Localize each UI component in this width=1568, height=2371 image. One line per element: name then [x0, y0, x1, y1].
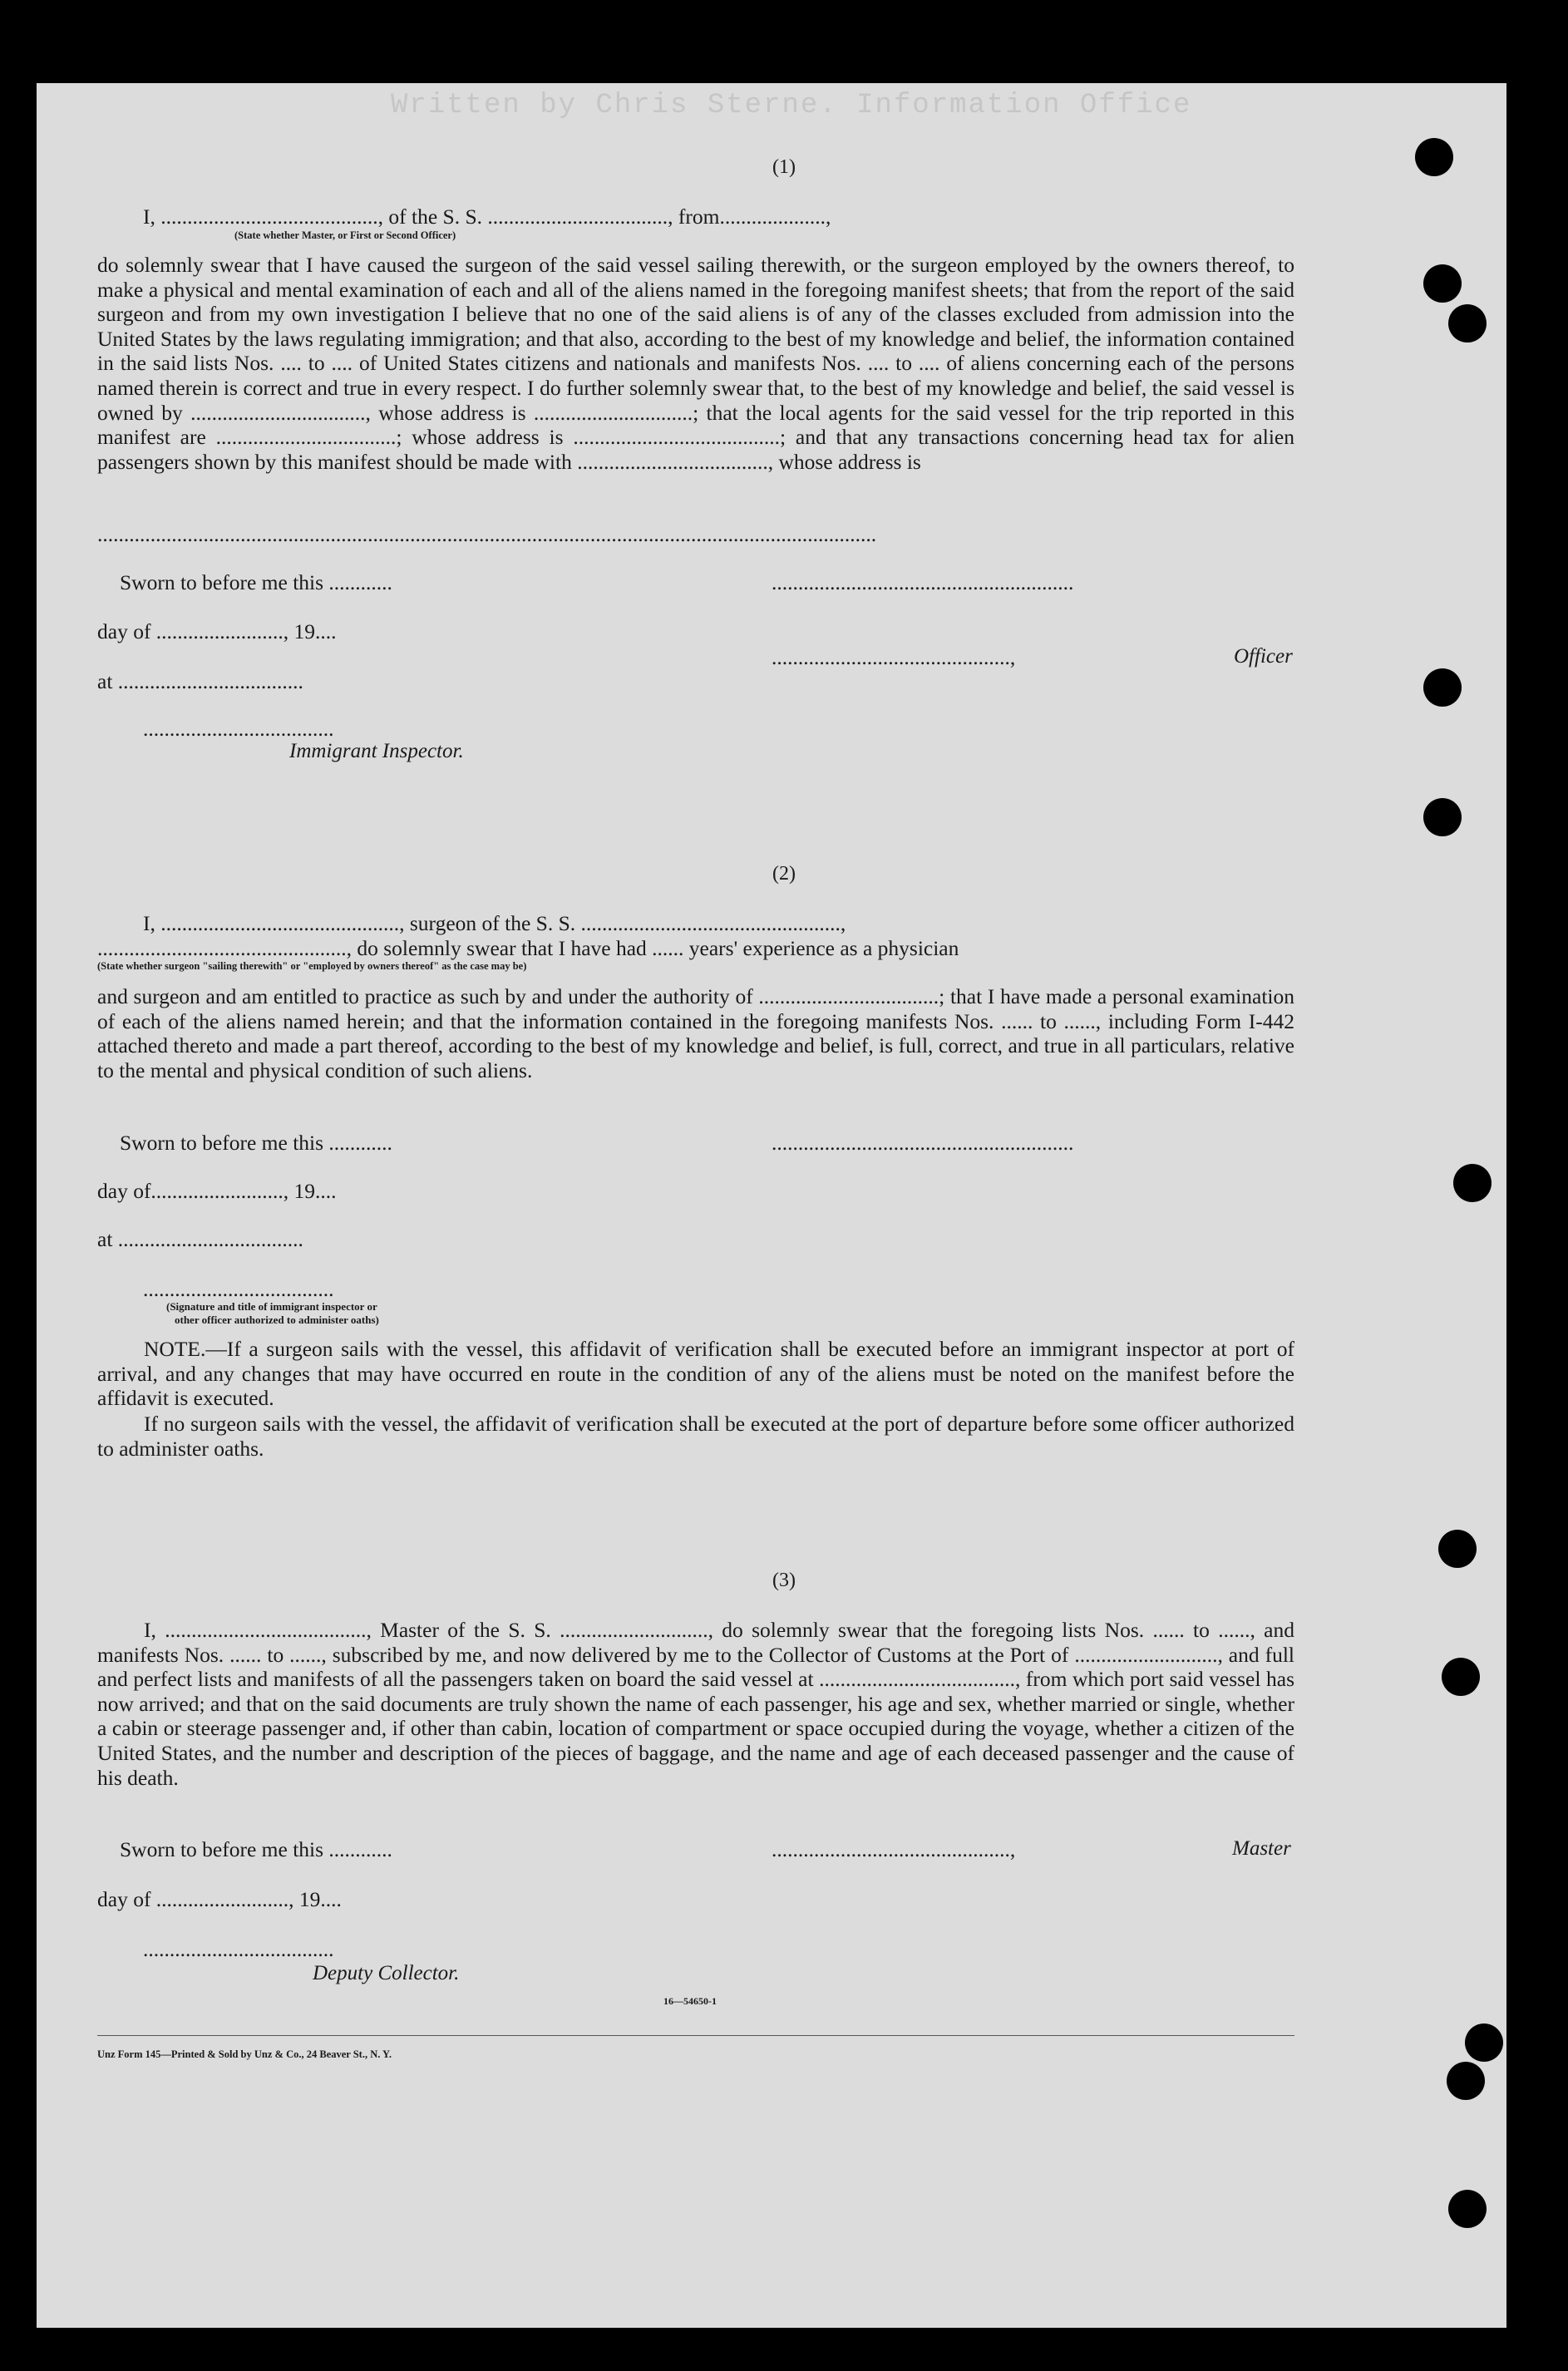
section-2-note-1: NOTE.—If a surgeon sails with the vessel, this affidavit of verification shall be executed before an immigrant inspector at port of arrival, and any changes that may have occurred en route in the condition of any of the aliens must be noted on the manifest before the affidavit is executed.	[97, 1337, 1294, 1411]
section-1-line1-note: (State whether Master, or First or Second Officer)	[234, 229, 456, 241]
bleed-through-text: Written by Chris Sterne. Information Office	[391, 90, 1192, 121]
punch-hole	[1453, 1164, 1492, 1202]
section-3-paragraph: I, ......................................, Master of the S. S. ............................, do solemnly swear that the foregoing lists Nos. ...... to ......, and manifests Nos. ...... to ......, subscribed by me, and now delivered by me to the Collector of Customs at the Port of ..........................., and full and perfect lists and manifests of all the passengers taken on board the said vessel at ....................................., from which port said vessel has now arrived; and that on the said documents are truly shown the name of each passenger, his age and sex, whether married or single, whether a cabin or steerage passenger and, if other than cabin, location of compartment or space occupied during the voyage, whether a citizen of the United States, and the number and description of the pieces of baggage, and the name and age of each deceased passenger and the cause of his death.	[97, 1618, 1294, 1790]
section-2-paragraph: and surgeon and am entitled to practice as such by and under the authority of ..................................; that I have made a personal examination of each of the aliens named herein; and that the information contained in the foregoing manifests Nos. ...... to ......, including Form I-442 attached thereto and made a part thereof, according to the best of my knowledge and belief, is full, correct, and true in all particulars, relative to the mental and physical condition of such aliens.	[97, 984, 1294, 1082]
punch-hole	[1438, 1530, 1477, 1568]
section-1-paragraph: do solemnly swear that I have caused the surgeon of the said vessel sailing therewith, or the surgeon employed by the owners thereof, to make a physical and mental examination of each and all of the aliens named in the foregoing manifest sheets; that from the report of the said surgeon and from my own investigation I believe that no one of the said aliens is of any of the classes excluded from admission into the United States by the laws regulating immigration; and that also, according to the best of my knowledge and belief, the information contained in the said lists Nos. .... to .... of United States citizens and nationals and manifests Nos. .... to .... of aliens concerning each of the persons named therein is correct and true in every respect. I do further solemnly swear that, to the best of my knowledge and belief, the said vessel is owned by ................................., whose address is ..............................; that the local agents for the said vessel for the trip reported in this manifest are ..................................; whose address is .......................................; and that any transactions concerning head tax for alien passengers shown by this manifest should be made with ...................................., whose address is	[97, 253, 1294, 474]
section-2-sworn: Sworn to before me this ............	[120, 1131, 392, 1155]
section-1-day: day of ........................, 19....	[97, 619, 337, 643]
section-2-number: (2)	[772, 863, 796, 885]
punch-hole	[1423, 264, 1462, 303]
section-1-officer-line: .............................................,	[772, 645, 1016, 669]
form-code: 16—54650-1	[663, 1995, 717, 2007]
punch-hole	[1465, 2023, 1503, 2062]
section-1-dots-line: ...................................................................................................................................................	[97, 522, 877, 546]
punch-hole	[1423, 668, 1462, 707]
section-3-sworn: Sworn to before me this ............	[120, 1837, 392, 1861]
footer-rule	[97, 2035, 1294, 2036]
section-2-line2: ..............................................., do solemnly swear that I have had ...... years' experience as a physician	[97, 936, 959, 960]
section-2-note-2: If no surgeon sails with the vessel, the affidavit of verification shall be executed at the port of departure before some officer authorized to administer oaths.	[97, 1412, 1294, 1461]
section-2-line2-note: (State whether surgeon "sailing therewith" or "employed by owners thereof" as the case may be)	[97, 960, 527, 972]
section-3-signature-line: ....................................	[143, 1937, 334, 1961]
section-3-number: (3)	[772, 1570, 796, 1591]
section-1-at: at ...................................	[97, 669, 303, 693]
punch-hole	[1423, 798, 1462, 836]
punch-hole	[1448, 2190, 1487, 2228]
section-1-officer-label: Officer	[1234, 645, 1293, 668]
section-2-at: at ...................................	[97, 1227, 303, 1251]
punch-hole	[1447, 2062, 1485, 2100]
section-3-signature-label: Deputy Collector.	[313, 1962, 460, 1984]
section-3-master-line: .............................................,	[772, 1837, 1016, 1861]
section-2-signature-note-1: (Signature and title of immigrant inspector or	[166, 1300, 377, 1313]
section-2-day: day of........................., 19....	[97, 1179, 337, 1203]
section-2-signature-note-2: other officer authorized to administer oaths)	[175, 1314, 379, 1326]
section-2-line1: I, ............................................., surgeon of the S. S. .................................................,	[143, 911, 846, 935]
section-1-line1: I, ........................................., of the S. S. .................................., from....................,	[143, 205, 831, 229]
section-1-sworn: Sworn to before me this ............	[120, 570, 392, 594]
section-3-day: day of ........................., 19....	[97, 1887, 342, 1911]
section-1-signature-line: ....................................	[143, 717, 334, 741]
section-1-signature-label: Immigrant Inspector.	[289, 740, 464, 762]
section-2-sworn-right: .........................................................	[772, 1131, 1074, 1155]
punch-hole	[1442, 1658, 1480, 1696]
section-2-signature-line: ....................................	[143, 1277, 334, 1301]
section-1-sworn-right: .........................................................	[772, 570, 1074, 594]
section-3-master-label: Master	[1232, 1837, 1291, 1860]
footer-imprint: Unz Form 145—Printed & Sold by Unz & Co., 24 Beaver St., N. Y.	[97, 2048, 392, 2060]
punch-hole	[1448, 304, 1487, 343]
section-1-number: (1)	[772, 156, 796, 178]
